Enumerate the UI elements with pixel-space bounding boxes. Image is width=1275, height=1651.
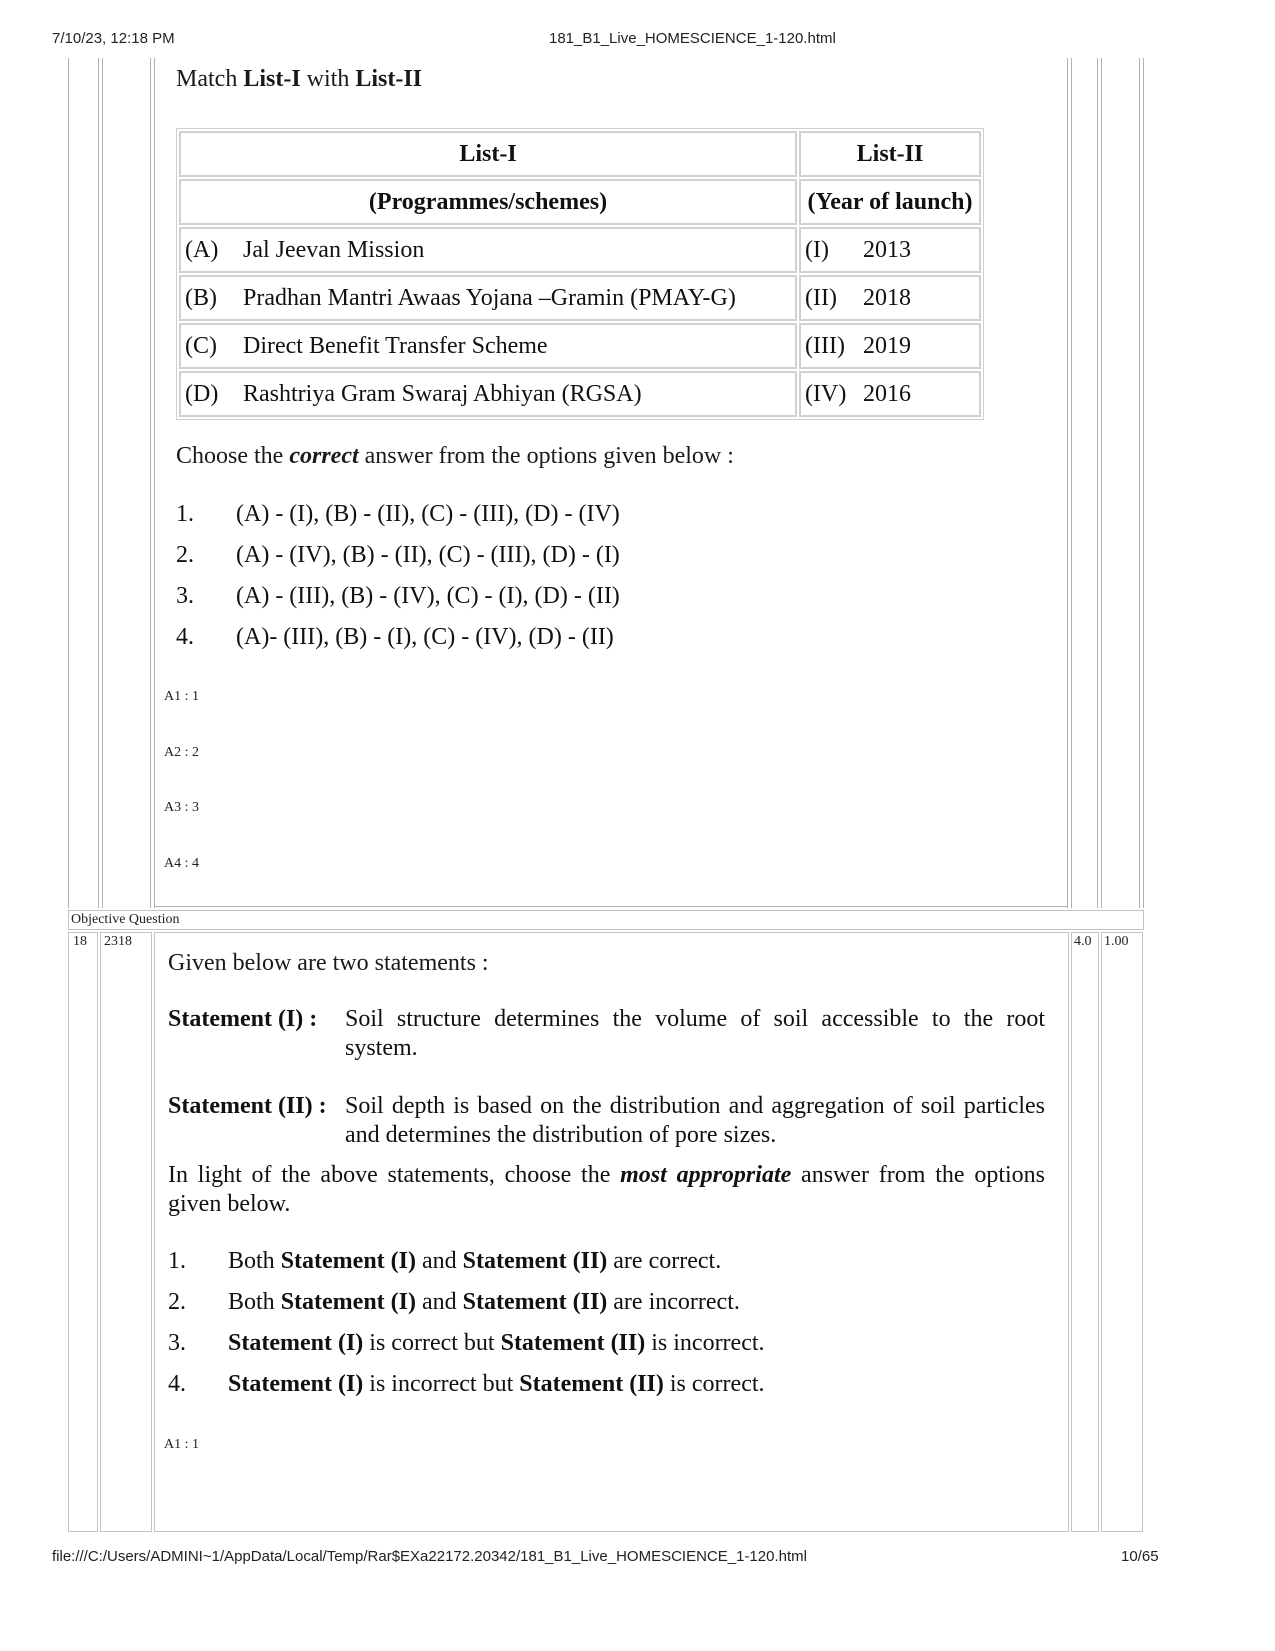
q18-answer-1: A1 : 1 — [164, 1437, 199, 1452]
q17-answer-4: A4 : 4 — [164, 856, 199, 871]
q18-statement-2-line1: Soil depth is based on the distribution and aggregation of soil particles — [345, 1093, 1045, 1119]
q17-answer-1: A1 : 1 — [164, 689, 199, 704]
table-header-list1: List-I — [179, 131, 797, 177]
q17-option-1: 1. (A) - (I), (B) - (II), (C) - (III), (D) - (IV) — [176, 501, 620, 527]
q18-statement-1-line2: system. — [345, 1035, 418, 1061]
q17-option-4: 4. (A)- (III), (B) - (I), (C) - (IV), (D) - (II) — [176, 624, 614, 650]
section-row — [68, 910, 1144, 930]
frame-line — [154, 906, 1067, 907]
q17-answer-3: A3 : 3 — [164, 800, 199, 815]
q18-marks: 4.0 — [1074, 934, 1092, 949]
q18-option-3: 3. Statement (I) is correct but Statement (II) is incorrect. — [168, 1330, 765, 1356]
frame-line — [1071, 58, 1072, 908]
frame-line — [154, 58, 155, 908]
match-table — [176, 128, 984, 420]
frame-line — [1067, 58, 1068, 908]
q17-instruction: Choose the correct answer from the options given below : — [176, 443, 734, 469]
frame-line — [1097, 58, 1098, 908]
print-doc-title: 181_B1_Live_HOMESCIENCE_1-120.html — [549, 30, 836, 47]
q18-negative-marks: 1.00 — [1104, 934, 1129, 949]
q18-statement-2-line2: and determines the distribution of pore sizes. — [345, 1122, 777, 1148]
frame-line — [1139, 58, 1140, 908]
q18-option-4: 4. Statement (I) is incorrect but Statement (II) is correct. — [168, 1371, 765, 1397]
table-row: (A) Jal Jeevan Mission (I) 2013 — [179, 227, 981, 273]
q18-question-id: 2318 — [104, 934, 132, 949]
frame-line — [150, 58, 151, 908]
q17-option-2: 2. (A) - (IV), (B) - (II), (C) - (III), (D) - (I) — [176, 542, 620, 568]
table-header-list2: List-II — [799, 131, 981, 177]
q18-statement-1-line1: Soil structure determines the volume of soil accessible to the root — [345, 1006, 1045, 1032]
table-subheader-left: (Programmes/schemes) — [179, 179, 797, 225]
q18-qid-cell — [100, 932, 152, 1532]
print-file-path: file:///C:/Users/ADMINI~1/AppData/Local/Temp/Rar$EXa22172.20342/181_B1_Live_HOMESCIENCE_1-120.html — [52, 1548, 807, 1565]
frame-line — [1101, 58, 1102, 908]
q18-sno-cell — [68, 932, 98, 1532]
q18-instruction-line1: In light of the above statements, choose the most appropriate answer from the options — [168, 1162, 1046, 1188]
frame-line — [98, 58, 99, 908]
q18-intro: Given below are two statements : — [168, 950, 489, 976]
q18-statement-1-label: Statement (I) : — [168, 1006, 318, 1032]
q17-answer-2: A2 : 2 — [164, 745, 199, 760]
table-row: (D) Rashtriya Gram Swaraj Abhiyan (RGSA) (IV) 2016 — [179, 371, 981, 417]
print-datetime: 7/10/23, 12:18 PM — [52, 30, 175, 47]
frame-line — [102, 58, 103, 908]
table-row: (C) Direct Benefit Transfer Scheme (III) 2019 — [179, 323, 981, 369]
print-page-number: 10/65 — [1121, 1548, 1159, 1565]
frame-line — [1143, 58, 1144, 908]
table-row: (B) Pradhan Mantri Awaas Yojana –Gramin (PMAY-G) (II) 2018 — [179, 275, 981, 321]
frame-line — [68, 58, 69, 908]
q18-instruction-line2: given below. — [168, 1191, 291, 1217]
q18-neg-cell — [1101, 932, 1143, 1532]
q18-statement-2-label: Statement (II) : — [168, 1093, 327, 1119]
q18-serial: 18 — [73, 934, 87, 949]
section-label: Objective Question — [71, 912, 180, 927]
q17-option-3: 3. (A) - (III), (B) - (IV), (C) - (I), (D) - (II) — [176, 583, 620, 609]
table-subheader-right: (Year of launch) — [799, 179, 981, 225]
q18-option-1: 1. Both Statement (I) and Statement (II) are correct. — [168, 1248, 722, 1274]
q18-marks-cell — [1071, 932, 1099, 1532]
q18-option-2: 2. Both Statement (I) and Statement (II) are incorrect. — [168, 1289, 740, 1315]
q17-intro: Match List-I with List-II — [176, 66, 423, 92]
